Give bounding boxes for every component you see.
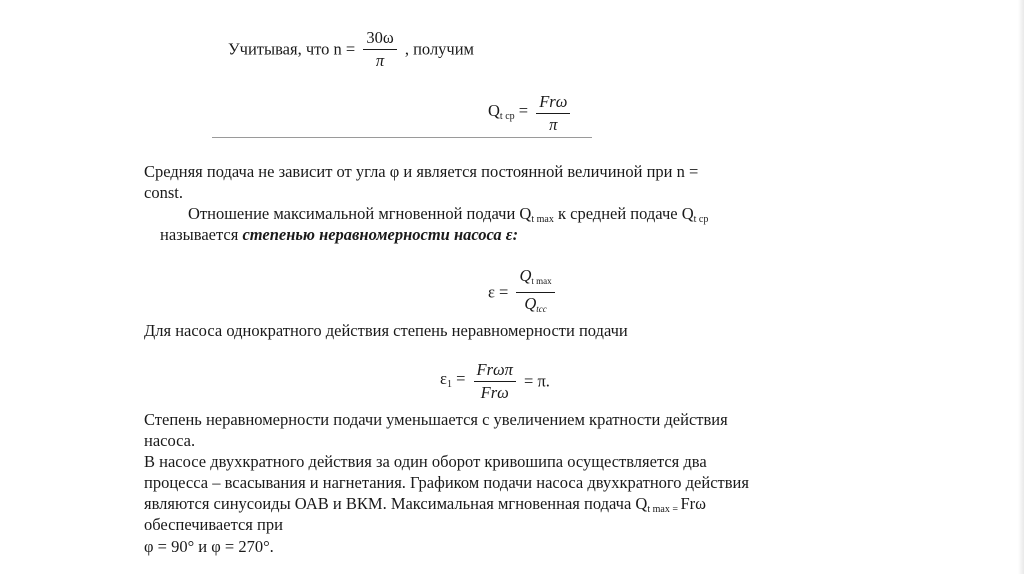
paragraph-2-sub-a: t max (531, 214, 554, 225)
paragraph-1-line-1: Средняя подача не зависит от угла φ и является постоянной величиной при n = (144, 162, 699, 181)
formula-eps-denominator: $Q_{tcc}$ (524, 294, 547, 314)
paragraph-4-line-2: насоса. (144, 431, 196, 450)
n-fraction-numerator: 30ω (363, 28, 396, 50)
formula-qtcp-fraction (536, 92, 570, 135)
intro-prefix: Учитывая, что n = (228, 39, 356, 59)
intro-suffix: , получим (404, 39, 474, 59)
slide-edge (1018, 0, 1024, 574)
paragraph-2-line-2 (160, 225, 518, 245)
formula-qtcp (488, 92, 574, 135)
paragraph-2-text-a: Отношение максимальной мгновенной подачи Q (188, 204, 532, 223)
paragraph-3: Для насоса однократного действия степень неравномерности подачи (144, 321, 628, 340)
formula-eps1-rhs: = π. (524, 371, 550, 391)
paragraph-1-line-2: const. (144, 183, 183, 202)
intro-line (228, 28, 474, 71)
paragraph-5-end: Frω (680, 494, 707, 513)
formula-qtcp-denominator: π (549, 115, 558, 134)
paragraph-5-line-2: процесса – всасывания и нагнетания. Графиком подачи насоса двухкратного действия (144, 473, 749, 492)
formula-eps-fraction (516, 266, 554, 319)
formula-eps1-numerator: Frωπ (474, 360, 516, 382)
formula-eps1-lhs-sub: 1 (446, 378, 452, 390)
paragraph-5-line-5: φ = 90° и φ = 270°. (144, 537, 274, 556)
formula-eps1-denominator: Frω (480, 383, 509, 402)
paragraph-2-text-b: к средней подаче Q (553, 204, 694, 223)
formula-qtcp-lhs: Q (488, 100, 500, 120)
paragraph-5-text: являются синусоиды ОАВ и ВКМ. Максимальная мгновенная подача Q (144, 494, 648, 513)
paragraph-5-line-4: обеспечивается при (144, 515, 283, 534)
formula-qtcp-eq: = (518, 100, 529, 120)
n-fraction (363, 28, 396, 71)
formula-eps-numerator: $Q_{t max}$ (516, 266, 554, 293)
formula-eps1-eq: = (456, 368, 466, 388)
formula-qtcp-lhs-sub: t ср (499, 110, 515, 122)
formula-eps (488, 266, 559, 319)
n-fraction-denominator: π (375, 51, 385, 70)
paragraph-4-line-1: Степень неравномерности подачи уменьшается с увеличением кратности действия (144, 410, 728, 429)
separator-line (212, 137, 592, 138)
paragraph-5-sub: t max = (647, 504, 681, 515)
formula-eps1 (440, 360, 550, 403)
formula-qtcp-numerator: Frω (536, 92, 570, 114)
formula-eps1-fraction (474, 360, 516, 403)
formula-eps1-lhs: ε (440, 368, 447, 388)
paragraph-5-line-1: В насосе двухкратного действия за один оборот кривошипа осуществляется два (144, 452, 707, 471)
formula-eps-lhs: ε = (488, 282, 509, 302)
term-non-uniformity: степенью неравномерности насоса ε: (242, 225, 519, 244)
paragraph-2-sub-b: t ср (693, 214, 709, 225)
paragraph-2-text-c: называется (160, 225, 243, 244)
